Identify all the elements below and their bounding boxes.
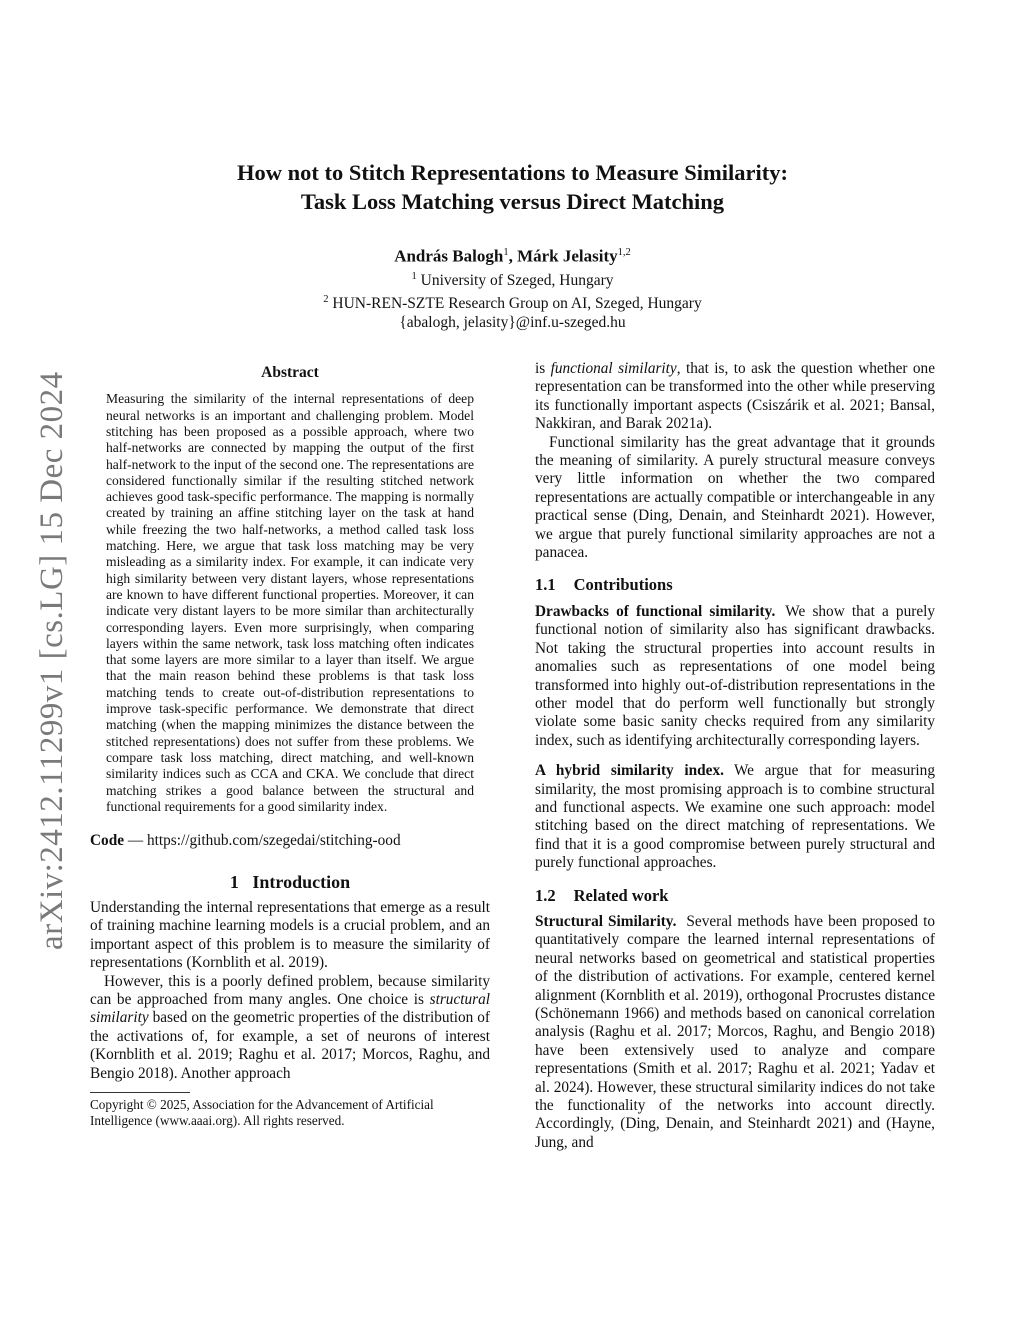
right-column bbox=[535, 360, 935, 1152]
contributions-paragraph-1 bbox=[535, 603, 935, 750]
author-emails: {abalogh, jelasity}@inf.u-szeged.hu bbox=[399, 313, 626, 331]
intro-paragraph-1: Understanding the internal representations that emerge as a result of training machine learning models is a crucial problem, and an important aspect of this problem is to measure the similarity of representations (Kornblith et al. 2019). bbox=[90, 898, 490, 972]
intro-text: is bbox=[535, 360, 551, 377]
code-line bbox=[90, 832, 490, 850]
paragraph-text: Several methods have been proposed to quantitatively compare the learned internal representations of neural networks based on geometrical and statistical properties of the distribution of activations. For example, centered kernel alignment (Kornblith et al. 2019), orthogonal Procrustes distance (Schönemann 1966) and methods based on canonical correlation analysis (Raghu et al. 2017; Morcos, Raghu, and Bengio 2018) have been extensively used to analyze and compare representations (Smith et al. 2017; Raghu et al. 2021; Yadav et al. 2024). However, these structural similarity indices do not take the functionality of the networks into account directly. Accordingly, (Ding, Denain, and Steinhardt 2021) and (Hayne, Jung, and bbox=[535, 912, 935, 1151]
affiliation-line bbox=[90, 290, 935, 313]
intro-paragraph-2-continued bbox=[535, 360, 935, 434]
code-dash: — bbox=[124, 832, 147, 850]
left-column bbox=[90, 360, 490, 1129]
intro-paragraph-3: Functional similarity has the great advantage that it grounds the meaning of similarity. A purely structural measure conveys very little information on whether the two compared representations are actually compatible or interchangeable in any practical sense (Ding, Denain, and Steinhardt 2021). However, we argue that purely functional similarity approaches are not a panacea. bbox=[535, 433, 935, 562]
abstract-text: Measuring the similarity of the internal representations of deep neural networks is an important and challenging problem. Model stitching has been proposed as a possible approach, where two half-networks are connected by mapping the output of the first half-network to the input of the second one. The representations are considered functionally similar if the resulting stitched network achieves good task-specific performance. The mapping is normally created by training an affine stitching layer on the task at hand while freezing the two half-networks, a method called task loss matching. Here, we argue that task loss matching may be very misleading as a similarity index. For example, it can indicate very high similarity between very distant layers, whose representations are known to have different functional properties. Moreover, it can indicate very distant layers to be more similar than architecturally corresponding layers. Even more surprisingly, when comparing layers within the same network, task loss matching often indicates that some layers are more similar to a layer than itself. We argue that the main reason behind these problems is that task loss matching tends to create out-of-distribution representations to improve task-specific performance. We demonstrate that direct matching (when the mapping minimizes the distance between the stitched representations) does not suffer from these problems. We compare task loss matching, direct matching, and well-known similarity indices such as CCA and CKA. We conclude that direct matching strikes a good balance between the structural and functional requirements for a good similarity index. bbox=[106, 391, 474, 814]
subsection-title: Related work bbox=[573, 885, 669, 905]
title-block bbox=[90, 158, 935, 332]
footnote-rule bbox=[90, 1092, 190, 1093]
code-link[interactable]: https://github.com/szegedai/stitching-ood bbox=[146, 832, 401, 850]
author-affiliation-mark: 1 bbox=[503, 247, 509, 258]
author-list bbox=[90, 243, 935, 267]
intro-text: based on the geometric properties of the distribution of the activations of, for example, a set of neurons of interest (Kornblith et al. 2019; Raghu et al. 2017; Morcos, Raghu, and Bengio 2018). Another approach bbox=[90, 1009, 490, 1082]
intro-emphasis: functional similarity bbox=[550, 360, 677, 377]
intro-text: However, this is a poorly defined problem, because similarity can be approached from many angles. One choice is bbox=[90, 972, 490, 1008]
intro-emphasis: structural similarity bbox=[90, 990, 490, 1027]
copyright-footnote: Copyright © 2025, Association for the Advancement of Artificial Intelligence (www.aaai.org). All rights reserved. bbox=[90, 1097, 434, 1128]
paragraph-text: We argue that for measuring similarity, the most promising approach is to combine structural and functional aspects. We examine one such approach: model stitching based on the direct matching of representations. We find that it is a good compromise between purely structural and purely functional approaches. bbox=[535, 762, 935, 872]
section-heading-introduction bbox=[90, 873, 490, 891]
author-affiliation-mark: 1,2 bbox=[617, 247, 631, 258]
affiliations bbox=[90, 267, 935, 332]
paper-title bbox=[90, 158, 935, 216]
paragraph-lead: Structural Similarity. bbox=[535, 912, 677, 930]
intro-paragraph-2 bbox=[90, 973, 490, 1083]
author-name: András Balogh bbox=[394, 246, 504, 266]
affiliation-mark: 1 bbox=[411, 270, 417, 282]
arxiv-stamp[interactable]: arXiv:2412.11299v1 [cs.LG] 15 Dec 2024 bbox=[34, 371, 70, 950]
affiliation-mark: 2 bbox=[323, 293, 329, 305]
title-line-2: Task Loss Matching versus Direct Matching bbox=[300, 189, 725, 214]
subsection-heading-related-work bbox=[535, 887, 935, 905]
affiliation-line bbox=[90, 267, 935, 290]
affiliation-text: University of Szeged, Hungary bbox=[420, 271, 614, 289]
abstract-heading: Abstract bbox=[261, 364, 319, 381]
paragraph-lead: Drawbacks of functional similarity. bbox=[535, 602, 776, 620]
contributions-paragraph-2 bbox=[535, 762, 935, 872]
subsection-heading-contributions bbox=[535, 576, 935, 594]
related-work-paragraph-1 bbox=[535, 913, 935, 1152]
subsection-number: 1.1 bbox=[535, 575, 556, 595]
subsection-title: Contributions bbox=[573, 575, 673, 595]
section-title: Introduction bbox=[252, 871, 351, 892]
author-name: Márk Jelasity bbox=[517, 246, 618, 266]
title-line-1: How not to Stitch Representations to Measure Similarity: bbox=[237, 160, 788, 185]
subsection-number: 1.2 bbox=[535, 885, 556, 905]
paragraph-lead: A hybrid similarity index. bbox=[535, 762, 724, 780]
affiliation-text: HUN-REN-SZTE Research Group on AI, Szeged, Hungary bbox=[332, 294, 702, 312]
paragraph-text: We show that a purely functional notion of similarity also has significant drawbacks. Not taking the structural properties into account results in anomalies such as representations of one model being transformed into highly out-of-distribution representations in the other model that do perform well functionally but strongly violate some basic sanity checks required from any similarity index, such as identifying architecturally corresponding layers. bbox=[535, 602, 936, 749]
author-separator: , bbox=[508, 246, 518, 266]
intro-text: , that is, to ask the question whether one representation can be transformed into the other while preserving its functionally important aspects (Csiszárik et al. 2021; Bansal, Nakkiran, and Barak 2021a). bbox=[535, 360, 935, 433]
code-label: Code bbox=[90, 832, 124, 850]
section-number: 1 bbox=[229, 871, 239, 892]
